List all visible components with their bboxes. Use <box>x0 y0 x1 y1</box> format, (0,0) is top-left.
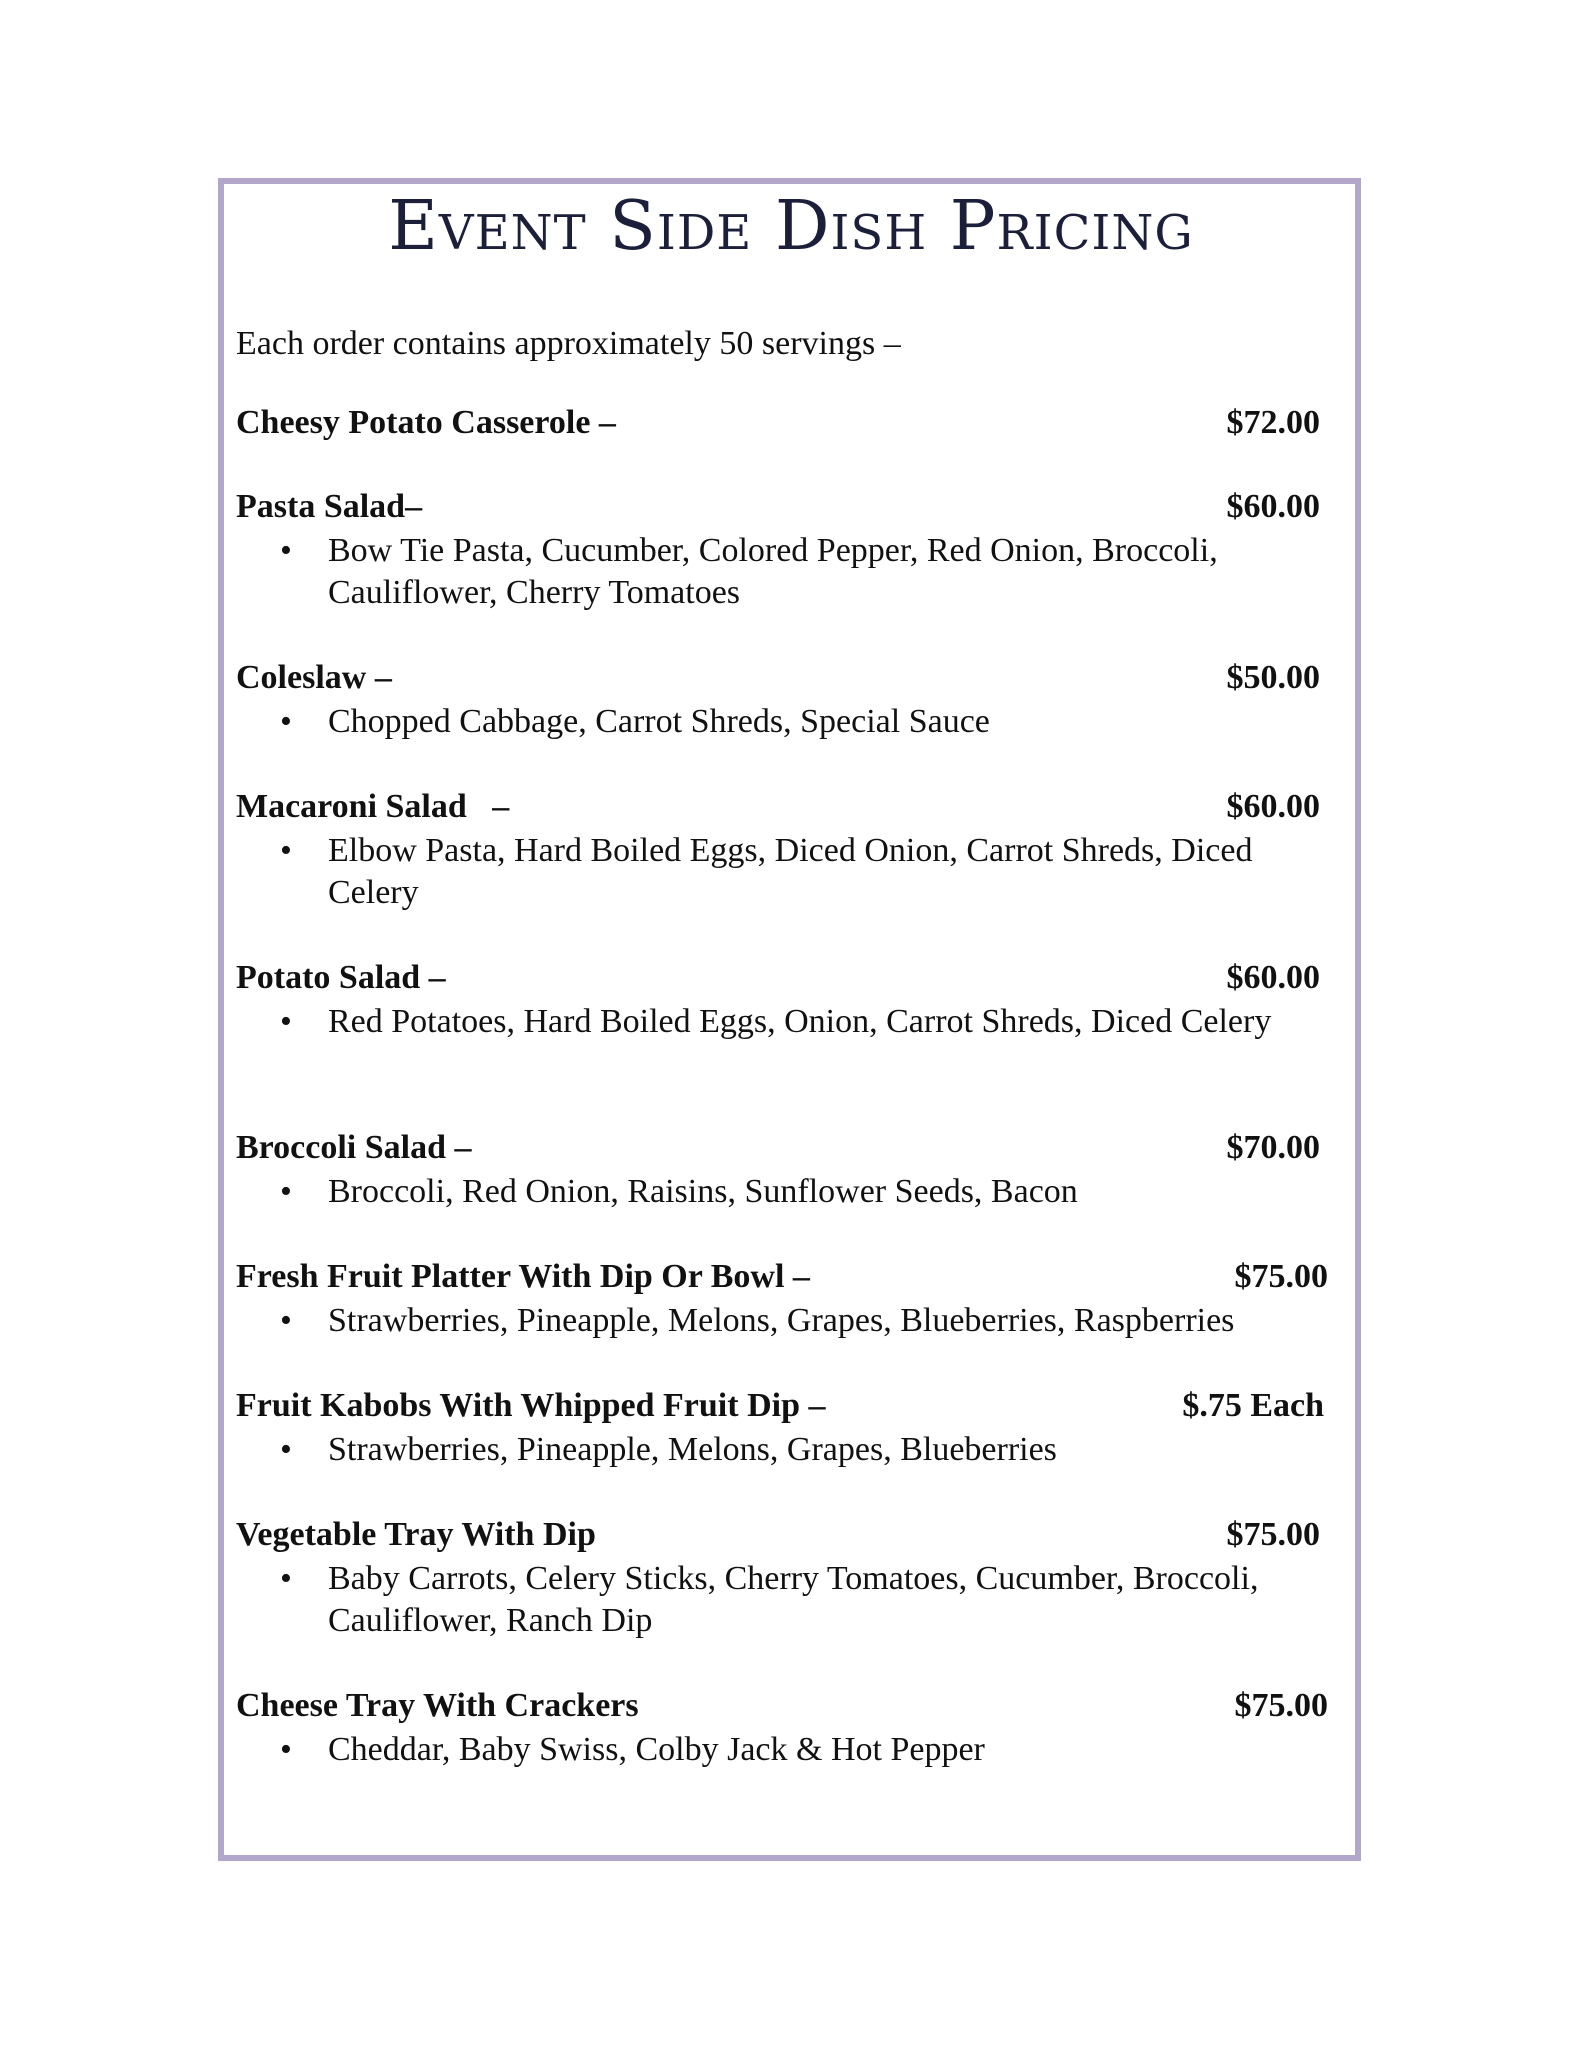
item-price: $70.00 <box>1226 1129 1320 1166</box>
bullet-icon: • <box>280 1003 292 1040</box>
item-price: $60.00 <box>1226 959 1320 996</box>
bullet-icon: • <box>280 1560 292 1597</box>
menu-item-pasta-salad <box>236 486 1346 614</box>
bullet-icon: • <box>280 532 292 569</box>
item-description: Red Potatoes, Hard Boiled Eggs, Onion, Carrot Shreds, Diced Celery <box>328 1003 1272 1040</box>
item-name: Coleslaw – <box>236 659 392 696</box>
item-name: Vegetable Tray With Dip <box>236 1516 596 1553</box>
menu-item-cheese-tray <box>236 1685 1346 1771</box>
item-price: $75.00 <box>1226 1516 1320 1553</box>
item-description: Baby Carrots, Celery Sticks, Cherry Tomatoes, Cucumber, Broccoli, Cauliflower, Ranch Dip <box>328 1560 1259 1639</box>
item-name: Pasta Salad– <box>236 488 423 525</box>
item-name: Macaroni Salad – <box>236 788 510 825</box>
item-description: Strawberries, Pineapple, Melons, Grapes, Blueberries <box>328 1431 1057 1468</box>
item-name: Broccoli Salad – <box>236 1129 472 1166</box>
bullet-icon: • <box>280 1731 292 1768</box>
bullet-icon: • <box>280 832 292 869</box>
menu-item-fruit-kabobs <box>236 1385 1346 1471</box>
item-price: $75.00 <box>1234 1258 1328 1295</box>
menu-item-broccoli-salad <box>236 1127 1346 1213</box>
item-name: Potato Salad – <box>236 959 446 996</box>
menu-item-potato-salad <box>236 957 1346 1043</box>
item-name: Cheese Tray With Crackers <box>236 1687 639 1724</box>
bullet-icon: • <box>280 1431 292 1468</box>
item-price: $50.00 <box>1226 659 1320 696</box>
item-description: Chopped Cabbage, Carrot Shreds, Special Sauce <box>328 703 990 740</box>
item-price: $60.00 <box>1226 788 1320 825</box>
item-description: Bow Tie Pasta, Cucumber, Colored Pepper, Red Onion, Broccoli, Cauliflower, Cherry Tomatoes <box>328 532 1218 611</box>
item-name: Fresh Fruit Platter With Dip Or Bowl – <box>236 1258 810 1295</box>
item-price: $.75 Each <box>1182 1387 1324 1424</box>
item-description: Cheddar, Baby Swiss, Colby Jack & Hot Pepper <box>328 1731 985 1768</box>
menu-item-macaroni-salad <box>236 786 1346 914</box>
menu-item-cheesy-potato-casserole <box>236 402 1346 444</box>
menu-item-fresh-fruit-platter <box>236 1256 1346 1342</box>
menu-item-coleslaw <box>236 657 1346 743</box>
item-name: Fruit Kabobs With Whipped Fruit Dip – <box>236 1387 826 1424</box>
item-price: $72.00 <box>1226 404 1320 441</box>
item-price: $75.00 <box>1234 1687 1328 1724</box>
item-description: Strawberries, Pineapple, Melons, Grapes, Blueberries, Raspberries <box>328 1302 1235 1339</box>
bullet-icon: • <box>280 703 292 740</box>
menu-item-vegetable-tray <box>236 1514 1346 1642</box>
item-description: Elbow Pasta, Hard Boiled Eggs, Diced Onion, Carrot Shreds, Diced Celery <box>328 832 1253 911</box>
item-name: Cheesy Potato Casserole – <box>236 404 616 441</box>
item-description: Broccoli, Red Onion, Raisins, Sunflower Seeds, Bacon <box>328 1173 1078 1210</box>
intro-text: Each order contains approximately 50 servings – <box>236 325 901 362</box>
page-title: Event Side Dish Pricing <box>388 187 1194 266</box>
bullet-icon: • <box>280 1302 292 1339</box>
bullet-icon: • <box>280 1173 292 1210</box>
item-price: $60.00 <box>1226 488 1320 525</box>
